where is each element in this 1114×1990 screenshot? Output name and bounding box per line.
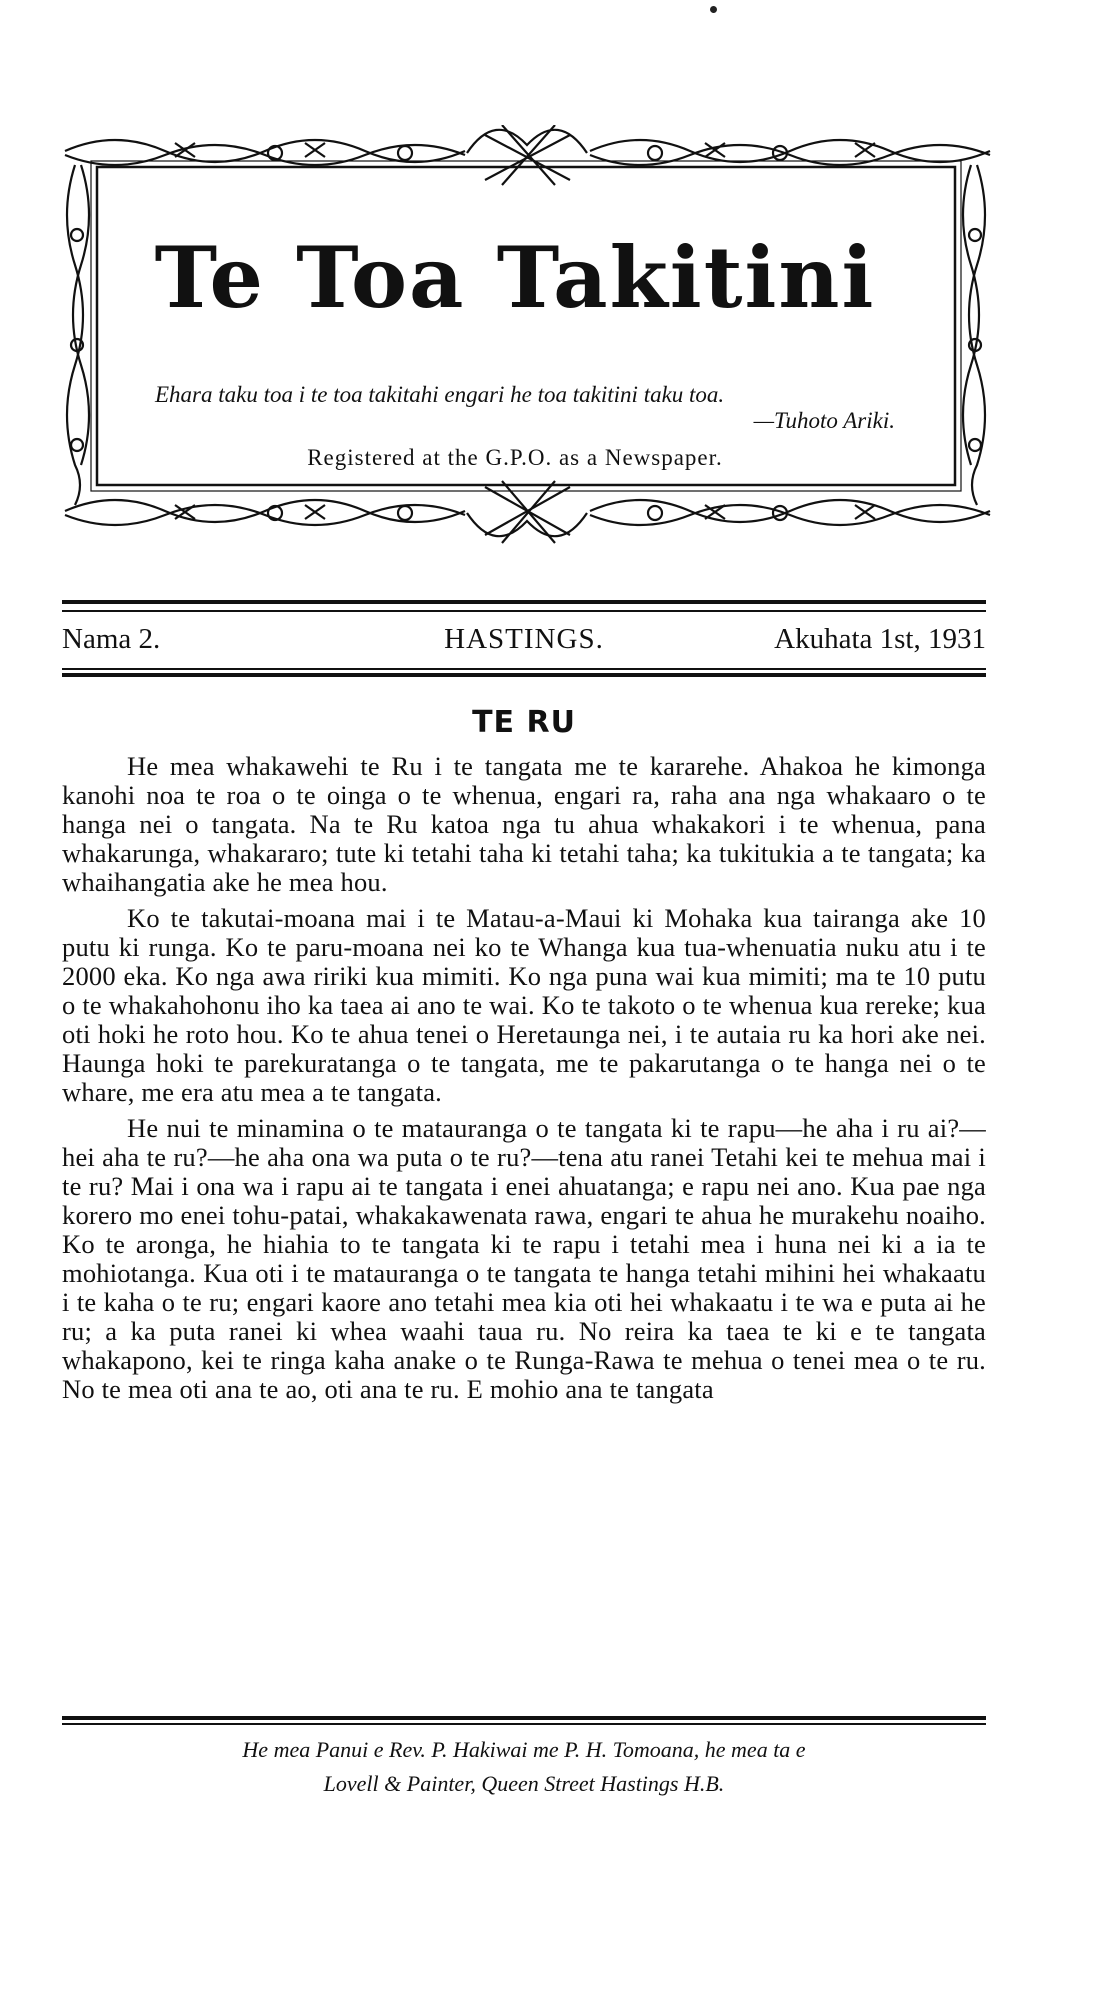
- article-paragraph: He mea whakawehi te Ru i te tangata me te kararehe. Ahakoa he kimonga kanohi noa te roa o te oinga o te whenua, engari ra, raha ana nga whakaaro o te hanga nei o tangata. Na te Ru katoa nga tu ahua whakakori i te whenua, pana whakarunga, whakararo; tute ki tetahi taha ki tetahi taha; ka tukitukia a te tangata; ka whaihangatia ake he mea hou.: [62, 751, 986, 897]
- dateline-thick-rule: [62, 673, 986, 677]
- masthead-motto: Ehara taku toa i te toa takitahi engari he toa takitini taku toa.: [155, 382, 725, 407]
- dateline: [62, 623, 986, 663]
- masthead-title: Te Toa Takitini: [154, 228, 876, 327]
- masthead-ornamental-frame: [55, 125, 1000, 595]
- article-headline: TE RU: [472, 705, 576, 740]
- footer-line-publishers: He mea Panui e Rev. P. Hakiwai me P. H. Tomoana, he mea ta e: [242, 1737, 806, 1762]
- registration-notice: Registered at the G.P.O. as a Newspaper.: [307, 445, 723, 470]
- masthead-motto-author: —Tuhoto Ariki.: [753, 408, 895, 433]
- dateline-thin-rule: [62, 668, 986, 670]
- print-speck: [709, 5, 719, 15]
- article-paragraph: He nui te minamina o te matauranga o te tangata ki te rapu—he aha i ru ai?—hei aha te ru?—he aha ona wa puta o te ru?—tena atu ranei Tetahi kei te mehua mai i te ru? Mai i ona wa i rapu ai te tangata i enei ahuatanga; e rapu nei ano. Kua pae nga korero mo enei tohu-patai, whakakawenata rawa, engari te ahua he murakehu noaiho. Ko te aronga, he hiahia to te tangata ki te rapu i tetahi mea i huna nei ki a ia te mohiotanga. Kua oti i te matauranga o te tangata te hanga tetahi mihini hei whakaatu i te kaha o te ru; engari kaore ano tetahi mea kia oti hei whakaatu i te wa e puta ai he ru; a ka puta ranei ki whea waahi taua ru. No reira ka taea te ki e te tangata whakapono, kei te ringa kaha anake o te Runga-Rawa te mehua o tenei mea o te ru. No te mea oti ana te ao, oti ana te ru. E mohio ana te tangata: [62, 1113, 986, 1404]
- article-body: [62, 752, 986, 1411]
- dateline-issue-number: Nama 2.: [62, 623, 161, 655]
- publisher-footer: [62, 1733, 986, 1801]
- top-thin-rule: [62, 610, 986, 612]
- footer-line-printers: Lovell & Painter, Queen Street Hastings H.B.: [323, 1771, 725, 1796]
- footer-thick-rule: [62, 1716, 986, 1720]
- dateline-place: HASTINGS.: [444, 623, 604, 655]
- article-paragraph: Ko te takutai-moana mai i te Matau-a-Maui ki Mohaka kua tairanga ake 10 putu ki runga. Ko te paru-moana nei ko te Whanga kua tua-whenuatia nuku atu i te 2000 eka. Ko nga awa ririki kua mimiti. Ko nga puna wai kua mimiti; ma te 10 putu o te whakahohonu iho ka taea ai ano te wai. Ko te takoto o te whenua kua rereke; kua oti hoki he roto hou. Ko te ahua tenei o Heretaunga nei, i te autaia ru ka hori ake nei. Haunga hoki te parekuratanga o te tangata, me te pakarutanga o te hanga nei o te whare, me era atu mea a te tangata.: [62, 903, 986, 1107]
- top-thick-rule: [62, 600, 986, 604]
- footer-thin-rule: [62, 1723, 986, 1725]
- dateline-date: Akuhata 1st, 1931: [774, 623, 986, 655]
